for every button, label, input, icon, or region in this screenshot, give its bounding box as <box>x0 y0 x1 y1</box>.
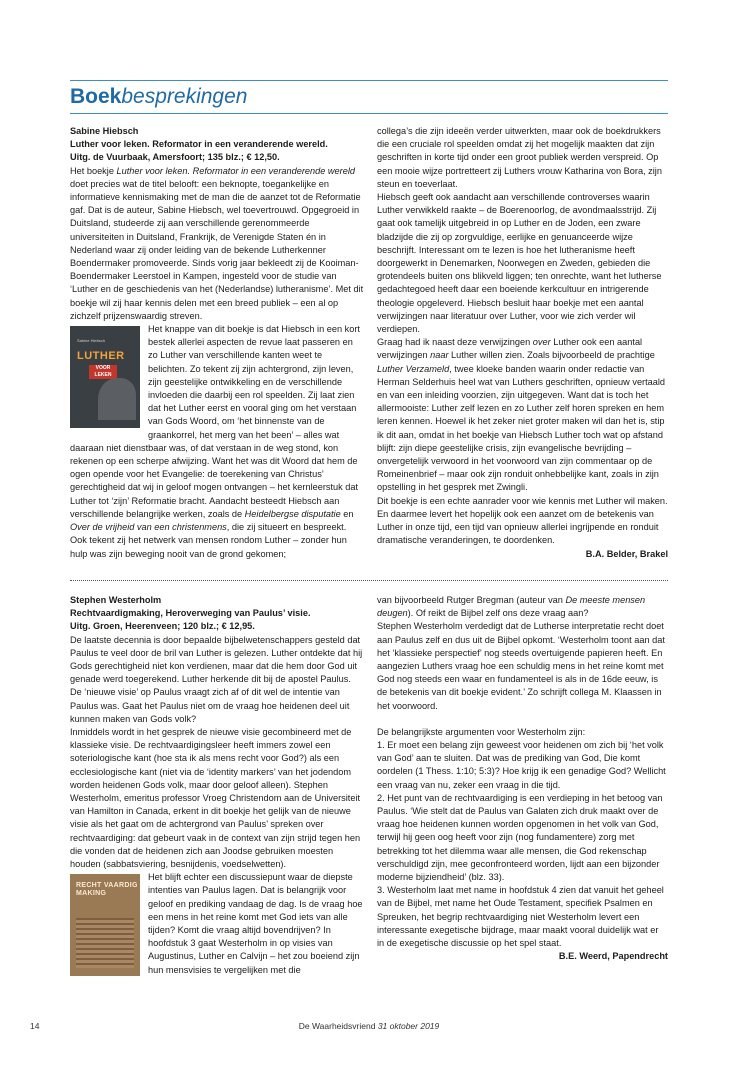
header-rule-bottom <box>70 113 668 114</box>
review2-column-right <box>377 594 668 963</box>
cover-badge: VOOR LEKEN <box>89 365 117 379</box>
review1-p2-work1: Heidelbergse disputatie <box>244 508 341 519</box>
section-title <box>70 84 247 110</box>
cover-illustration <box>76 918 134 968</box>
review2-c4p1-a: van bijvoorbeeld Rutger Bregman (auteur van <box>377 595 566 605</box>
review1-c2p3-verzameld: Luther Verzameld <box>377 363 450 374</box>
review2-paragraph: Stephen Westerholm verdedigt dat de Lutherse interpretatie recht doet aan Paulus zelf en dus uit de Bijbel opkomt. ‘Westerholm toont aan dat het ‘klassieke perspectief’ nog steeds overtuigende papieren heeft. En aangezien Luthers vraag hoe een schuldig mens in het reine komt met God nog steeds een waar en fundamenteel is als in de 16de eeuw, is de betekenis van dit boekje evident.’ Zo schrijft collega M. Klaassen in het voorwoord. <box>377 621 665 711</box>
luther-portrait <box>98 378 136 420</box>
cover-title: RECHT VAARDIG MAKING <box>76 882 138 897</box>
review1-signature: B.A. Belder, Brakel <box>585 548 668 559</box>
section-title-bold: Boek <box>70 85 122 108</box>
review1-p1-rest: doet precies wat de titel belooft: een beknopte, toegankelijke en informatieve kennismaking met de man die de aanzet tot de Reformatie gaf. Dat is de auteur, Sabine Hiebsch, wel toevertrouwd. Opgegroeid in Duitsland, studeerde zij aan verschillende gerenommeerde universiteiten in Duitsland, Frankrijk, de Verenigde Staten én in Nederland waar zij onder leiding van de bekende Lutherkenner Boendermaker promoveerde. Sinds vorig jaar bekleedt zij de Kooiman-Boendermaker Leerstoel in Kampen, ingesteld voor de studie van ‘Luther en de geschiedenis van het (Nederlandse) lutheranisme’. Met dit boekje wil zij haar kennis delen met een breed publiek – een al op zichzelf prijzenswaardig streven. <box>70 178 364 321</box>
review1-p2-and: en <box>340 508 354 519</box>
review1-p1-title: Luther voor leken. Reformator in een veranderende wereld <box>116 165 355 176</box>
review2-column-left <box>70 594 364 978</box>
review-divider <box>70 580 668 581</box>
review1-author: Sabine Hiebsch <box>70 126 139 136</box>
review2-paragraph: 3. Westerholm laat met name in hoofdstuk 4 zien dat vanuit het geheel van de Bijbel, met name het Oude Testament, specifiek Psalmen en Spreuken, het begrip rechtvaardiging niet Westerholm levert een interessante exegetische bijdrage, maar maakt vooral duidelijk wat er in de exegetische discussie op het spel staat. <box>377 885 664 949</box>
review1-publisher: Uitg. de Vuurbaak, Amersfoort; 135 blz.; € 12,50. <box>70 152 280 163</box>
review2-paragraph: De belangrijkste argumenten voor Westerholm zijn: <box>377 726 586 737</box>
review1-c2p3-a: Graag had ik naast deze verwijzingen <box>377 337 533 348</box>
review2-book-title: Rechtvaardigmaking, Heroverweging van Paulus’ visie. <box>70 608 311 619</box>
review1-c2p3-naar: naar <box>430 350 449 361</box>
review1-paragraph <box>70 323 364 561</box>
review2-paragraph: 1. Er moet een belang zijn geweest voor heidenen om zich bij ‘het volk van God’ aan te sluiten. Dat was de prediking van God, Die komt oordelen (1 Thess. 1:10; 5:3)? Hoe krijg ik een genadige God? Wellicht een vraag van nu, zeker een vraag in die tijd. <box>377 740 666 790</box>
review2-paragraph <box>377 594 668 620</box>
section-title-italic: besprekingen <box>121 85 248 108</box>
page-number: 14 <box>30 1021 40 1031</box>
review1-c2p3-c: Luther willen zien. Zoals bijvoorbeeld de prachtige <box>448 350 655 361</box>
review1-p2-end: , die zij situeert en bespreekt. Ook tekent zij het netwerk van mensen rondom Luther – zonder hun hulp was zijn beweging nooit van de grond gekomen; <box>70 522 347 559</box>
book-cover-rechtvaardigmaking <box>70 874 140 976</box>
review1-c2p3-d: , twee kloeke banden waarin onder redactie van Herman Selderhuis heel wat van Luthers geschriften, opnieuw vertaald en van een inleiding voorzien, zijn uitgegeven. Want dat is toch het allermooiste: Luther zelf lezen en zo Luther zelf horen spreken en hem leren kennen. Hoewel ik het zeker niet groter maken wil dan het is, stip ik dit aan, omdat in het boekje van Hiebsch Luther toch wat op afstand blijft: zijn diepe geestelijke crisis, zijn evangelische bevrijding – onvergetelijk verwoord in het voorwoord van zijn commentaar op de Romeinenbrief – maar ook zijn ronduit onhebbelijke kant, zoals in zijn opstelling in het gesprek met Zwingli. <box>377 363 666 493</box>
review1-p2-work2: Over de vrijheid van een christenmens <box>70 522 227 533</box>
review1-column-left <box>70 125 364 561</box>
review1-paragraph: Hiebsch geeft ook aandacht aan verschillende controverses waarin Luther verwikkeld raakte – de Boerenoorlog, de avondmaalsstrijd. Zij gaat ook tamelijk uitgebreid in op Luther en de Joden, een zware bladzijde die zij op zorgvuldige, eerlijke en genuanceerde wijze beschrijft. Interessant om te lezen is hoe het lutheranisme heeft doorgewerkt in Denemarken, Noorwegen en Zweden, gebieden die grotendeels buiten ons blikveld liggen; ten onrechte, want het lutherse gedachtegoed heeft daar een boeiende kerkcultuur en intrigerende theologie opgeleverd. Hiebsch besluit haar boekje met een aantal verwijzingen naar literatuur over Luther, voor wie zich verder wil verdiepen. <box>377 192 662 335</box>
review2-publisher: Uitg. Groen, Heerenveen; 120 blz.; € 12,95. <box>70 621 255 632</box>
review1-column-right <box>377 125 668 561</box>
issue-date: 31 oktober 2019 <box>377 1021 440 1031</box>
review1-book-title: Luther voor leken. Reformator in een veranderende wereld. <box>70 139 328 150</box>
magazine-footer <box>0 1021 738 1031</box>
review2-c4p1-book: De meeste mensen deugen <box>377 595 646 619</box>
review1-p2: Het knappe van dit boekje is dat Hiebsch in een kort bestek allerlei aspecten de revue laat passeren en zo Luther van verschillende kanten weet te belichten. Zo tekent zij zijn achtergrond, zijn leven, zijn geestelijke ontwikkeling en de verschillende invloeden die daarbij een rol speelden. Zij laat zien dat het Luther eerst en vooral ging om het verstaan van Gods Woord, om ‘het binnenste van de graankorrel, het merg van het been’ – alles wat daaraan niet dienstbaar was, of dat verstaan in de weg stond, kon rekenen op een scherpe afwijzing. Want het was dit Woord dat hem de ogen opende voor het Evangelie: de toerekening van Christus’ gerechtigheid dat wij in geloof mogen ontvangen – het kernleerstuk dat Luther tot ‘zijn’ Reformatie bracht. Aandacht besteedt Hiebsch aan verschillende belangrijke werken, zoals de <box>70 324 360 519</box>
review1-paragraph <box>377 336 668 494</box>
review2-paragraph <box>70 871 364 977</box>
review2-p3: Het blijft echter een discussiepunt waar de diepste intenties van Paulus lagen. Dat is belangrijk voor geloof en prediking vandaag de dag. Is de vraag hoe een mens in het reine komt met God iets van alle tijden? Komt die vraag altijd bovendrijven? In hoofdstuk 3 gaat Westerholm in op visies van Augustinus, Luther en Calvijn – het zou boeiend zijn hun mensvisies te vergelijken met die <box>148 872 363 975</box>
magazine-name: De Waarheidsvriend <box>298 1021 376 1031</box>
review2-paragraph: De laatste decennia is door bepaalde bijbelwetenschappers gesteld dat Paulus te veel door de bril van Luther is gelezen. Luther ontdekte dat hij Gods gerechtigheid niet kon verdienen, maar dat die hem door God uit genade werd toegerekend. Luther herkende dit bij de apostel Paulus. De ‘nieuwe visie’ op Paulus vraagt zich af of dit wel de intentie van Paulus was. Gaat het Paulus niet om de vraag hoe heidenen deel uit kunnen maken van Gods volk? <box>70 634 363 724</box>
review1-paragraph: Dit boekje is een echte aanrader voor wie kennis met Luther wil maken. En daarmee levert het hopelijk ook een aanzet om de betekenis van Luther in onze tijd, een tijd van opnieuw allerlei ingrijpende en ronduit dramatische veranderingen, te doordenken. <box>377 495 668 546</box>
review1-paragraph: collega’s die zijn ideeën verder uitwerkten, maar ook de boekdrukkers die een cruciale rol speelden omdat zij het mogelijk maakten dat zijn geschriften in korte tijd onder een groot publiek werden verspreid. Op een mooie wijze portretteert zij Luthers vrouw Katharina von Bora, zijn steun en toeverlaat. <box>377 126 662 189</box>
review1-p1-start: Het boekje <box>70 165 117 176</box>
review2-author: Stephen Westerholm <box>70 595 162 605</box>
review1-paragraph <box>70 165 364 323</box>
review2-signature: B.E. Weerd, Papendrecht <box>558 951 668 962</box>
cover-author: Sabine Hiebsch <box>77 338 106 344</box>
book-cover-luther-voor-leken <box>70 326 140 428</box>
review2-paragraph: 2. Het punt van de rechtvaardiging is een verdieping in het betoog van Paulus. ‘Wie stelt dat de Paulus van Galaten zich druk maakt over de vraag hoe heidenen kunnen worden opgenomen in het volk van God, terwijl hij geen oog heeft voor zijn (nog fundamentere) zorg met betrekking tot het dilemma waar alle mensen, die God rekenschap verschuldigd zijn, mee geconfronteerd worden, lijdt aan een bijzonder moderne bijziendheid’ (blz. 33). <box>377 792 663 883</box>
review1-c2p3-over: over <box>532 337 551 348</box>
review2-paragraph: Inmiddels wordt in het gesprek de nieuwe visie gecombineerd met de klassieke visie. De rechtvaardigingsleer heeft immers zowel een soteriologische kant (hoe sta ik als mens recht voor God?) als een ecclesiologische kant (niet via de ‘identity markers’ van het jodendom worden heidenen Gods volk, maar door geloof alleen). Stephen Westerholm, emeritus professor Vroeg Christendom aan de Universiteit van Hamilton in Canada, erkent in dit boekje het gelijk van de nieuwe visie als het gaat om de achtergrond van Paulus’ spreken over rechtvaardiging: dat gebeurt vaak in de context van zijn strijd tegen hen die vonden dat de heidenen zich aan Joodse gebruiken moesten houden (sabbatsviering, besnijdenis, voedselwetten). <box>70 727 361 870</box>
header-rule-top <box>70 80 668 81</box>
review1-c2p3-b: Luther ook een aantal verwijzingen <box>377 337 643 361</box>
cover-title: LUTHER <box>77 350 125 363</box>
review2-c4p1-b: ). Of reikt de Bijbel zelf ons deze vraag aan? <box>407 608 589 619</box>
